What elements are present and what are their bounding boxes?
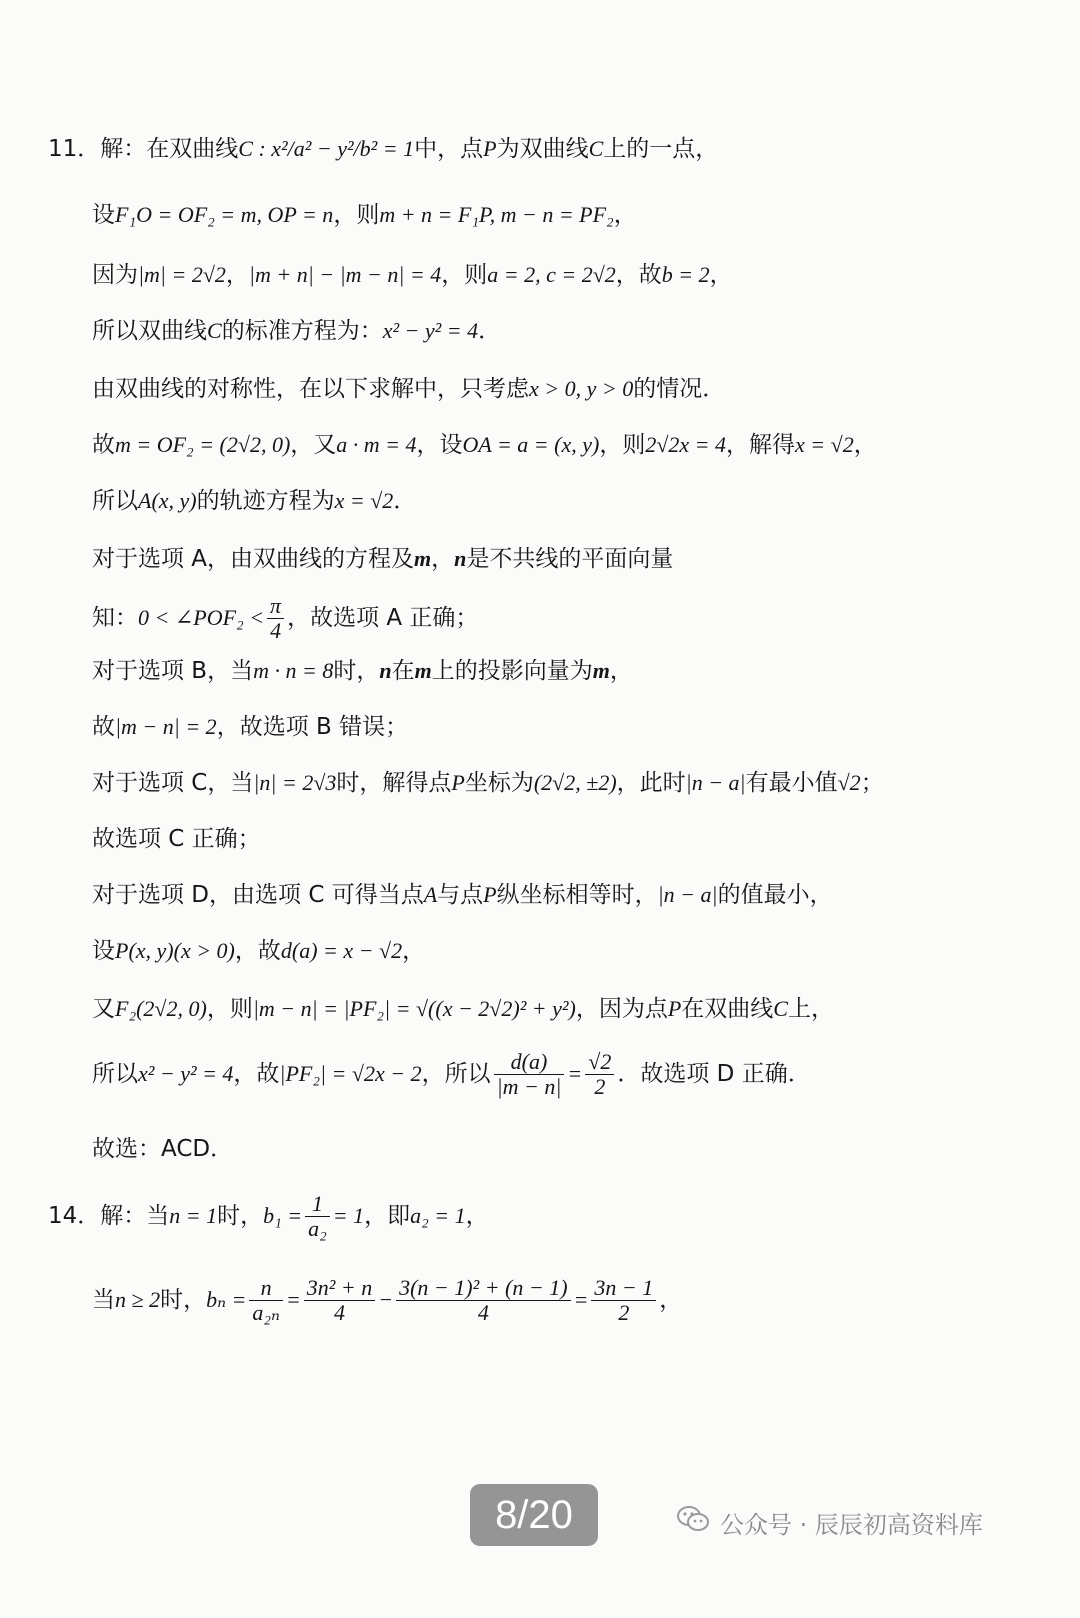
text: ，故 xyxy=(615,262,662,288)
text: ，故选项 A 正确； xyxy=(287,605,479,631)
solution-line-4 xyxy=(92,314,1050,348)
formula: P xyxy=(483,136,497,161)
formula: b = 2 xyxy=(661,262,710,287)
text: ， xyxy=(465,1203,489,1229)
formula: a₂ = 1 xyxy=(410,1203,466,1228)
text: 故选：ACD． xyxy=(92,1136,234,1162)
formula: n xyxy=(379,658,392,683)
formula: P xyxy=(451,770,465,795)
solution-line-16 xyxy=(92,992,1050,1026)
formula: (2√2, ±2) xyxy=(533,770,617,795)
text: 所以双曲线 xyxy=(92,318,207,344)
formula: C xyxy=(207,318,222,343)
watermark xyxy=(676,1500,983,1544)
numerator: 3(n − 1)² + (n − 1) xyxy=(396,1276,570,1301)
text: 故 xyxy=(92,714,115,740)
text: ，又 xyxy=(290,432,337,458)
text: 与点 xyxy=(437,882,484,908)
text: 上的投影向量为 xyxy=(431,658,593,684)
formula: x > 0, y > 0 xyxy=(529,376,634,401)
text: ，所以 xyxy=(421,1061,491,1087)
numerator: π xyxy=(267,594,284,619)
solution-line-13 xyxy=(92,822,1050,856)
solution-line-15 xyxy=(92,934,1050,968)
formula: |m + n| − |m − n| = 4 xyxy=(248,262,442,287)
text: 设 xyxy=(92,202,115,228)
text: 坐标为 xyxy=(464,770,534,796)
formula: |n − a| xyxy=(685,770,746,795)
solution-line-7 xyxy=(92,484,1050,518)
text: 对于选项 C，当 xyxy=(92,770,254,796)
formula: A xyxy=(423,882,438,907)
text: 时，解得点 xyxy=(336,770,452,796)
denominator: a₂ₙ xyxy=(252,1300,280,1325)
formula: m · n = 8 xyxy=(253,658,334,683)
text: 设 xyxy=(92,938,115,964)
text: 知： xyxy=(92,605,138,631)
formula: n ≥ 2 xyxy=(115,1287,161,1312)
text: 的轨迹方程为 xyxy=(196,488,335,514)
text: ， xyxy=(659,1287,683,1313)
solution-line-8 xyxy=(92,542,1050,576)
formula: P xyxy=(667,996,682,1021)
fraction xyxy=(305,1192,330,1241)
denominator: 4 xyxy=(477,1300,489,1325)
text: 当 xyxy=(92,1287,115,1313)
formula: A(x, y) xyxy=(138,488,197,513)
solution-line-6 xyxy=(92,428,1050,462)
problem-11-line-1 xyxy=(48,132,1050,166)
text: ，则 xyxy=(599,432,646,458)
text: ． xyxy=(393,488,417,514)
text: 故选项 C 正确； xyxy=(92,826,261,852)
denominator: 4 xyxy=(270,618,282,643)
formula: = xyxy=(567,1061,583,1086)
numerator: 3n² + n xyxy=(304,1276,375,1301)
formula: P xyxy=(483,882,497,907)
text: ； xyxy=(860,770,884,796)
formula: a · m = 4 xyxy=(336,432,417,457)
text: ，即 xyxy=(364,1203,411,1229)
formula-hyperbola: C : x²/a² − y²/b² = 1 xyxy=(238,136,415,161)
formula: d(a) = x − √2 xyxy=(280,938,403,963)
numerator: 1 xyxy=(305,1192,330,1217)
denominator: |m − n| xyxy=(496,1074,562,1099)
text: ，解得 xyxy=(726,432,796,458)
text: ，故 xyxy=(233,1061,280,1087)
formula: = xyxy=(285,1287,301,1312)
problem-14-line-2 xyxy=(92,1276,1050,1325)
text: ，故 xyxy=(234,938,281,964)
formula: = 1 xyxy=(332,1203,365,1228)
formula: m xyxy=(414,658,432,683)
text: 又 xyxy=(92,996,115,1022)
text: 中，点 xyxy=(414,136,484,162)
wechat-icon xyxy=(676,1504,710,1540)
solution-line-17 xyxy=(92,1050,1050,1099)
text: 因为 xyxy=(92,262,138,288)
numerator: 3n − 1 xyxy=(591,1276,656,1301)
text: ， xyxy=(431,546,455,572)
formula: |m − n| = 2 xyxy=(115,714,217,739)
text: ，则 xyxy=(206,996,253,1022)
fraction xyxy=(396,1276,570,1325)
text: 对于选项 A，由双曲线的方程及 xyxy=(92,546,415,572)
solution-line-3 xyxy=(92,258,1050,292)
text: ，此时 xyxy=(616,770,686,796)
formula: x = √2 xyxy=(795,432,854,457)
formula: m xyxy=(592,658,610,683)
text: ， xyxy=(225,262,249,288)
formula: x² − y² = 4 xyxy=(382,318,479,343)
denominator: a₂ xyxy=(308,1216,327,1241)
formula: m xyxy=(414,546,432,571)
formula: |n − a| xyxy=(657,882,718,907)
numerator: d(a) xyxy=(494,1050,565,1075)
text: ，设 xyxy=(416,432,463,458)
solution-line-5 xyxy=(92,372,1050,406)
denominator: 2 xyxy=(618,1300,630,1325)
formula: |m| = 2√2 xyxy=(138,262,226,287)
text: 对于选项 B，当 xyxy=(92,658,254,684)
text: 所以 xyxy=(92,1061,138,1087)
text: 上， xyxy=(787,996,834,1022)
formula: x = √2 xyxy=(334,488,394,513)
formula: |n| = 2√3 xyxy=(253,770,337,795)
formula: = xyxy=(573,1287,589,1312)
text: ，故选项 B 错误； xyxy=(216,714,409,740)
text: ，则 xyxy=(441,262,488,288)
text: 故 xyxy=(92,432,115,458)
formula: √2 xyxy=(837,770,861,795)
text: ， xyxy=(613,202,637,228)
text: 有最小值 xyxy=(745,770,838,796)
fraction xyxy=(267,594,284,643)
formula: bₙ = xyxy=(206,1287,247,1312)
problem-14-line-1 xyxy=(48,1192,1050,1241)
formula: a = 2, c = 2√2 xyxy=(487,262,616,287)
text: 时， xyxy=(217,1203,264,1229)
formula: 2√2x = 4 xyxy=(645,432,727,457)
text: ，则 xyxy=(333,202,380,228)
text: ，因为点 xyxy=(575,996,668,1022)
text: 的情况． xyxy=(633,376,726,402)
text: ， xyxy=(609,658,633,684)
text: 所以 xyxy=(92,488,138,514)
text: 在 xyxy=(391,658,415,684)
formula: 0 < ∠POF₂ < xyxy=(138,605,265,630)
formula: b₁ = xyxy=(263,1203,303,1228)
formula: n xyxy=(454,546,467,571)
solution-line-18 xyxy=(92,1132,1050,1166)
fraction xyxy=(304,1276,375,1325)
text: 时， xyxy=(160,1287,207,1313)
formula: F₂(2√2, 0) xyxy=(115,996,207,1021)
formula: |m − n| = |PF₂| = √((x − 2√2)² + y²) xyxy=(252,996,576,1021)
text: 的值最小， xyxy=(717,882,833,908)
watermark-text: 公众号 · 辰辰初高资料库 xyxy=(720,1510,983,1539)
numerator: n xyxy=(249,1276,283,1301)
fraction xyxy=(249,1276,283,1325)
text: 对于选项 D，由选项 C 可得当点 xyxy=(92,882,424,908)
formula: − xyxy=(378,1287,394,1312)
fraction xyxy=(591,1276,656,1325)
fraction xyxy=(585,1050,614,1099)
formula: F₁O = OF₂ = m, OP = n xyxy=(115,202,334,227)
text: 在双曲线 xyxy=(681,996,774,1022)
text: 是不共线的平面向量 xyxy=(466,546,674,572)
text: 为双曲线 xyxy=(496,136,589,162)
text: ， xyxy=(402,938,426,964)
formula: C xyxy=(588,136,604,161)
fraction xyxy=(494,1050,565,1099)
denominator: 4 xyxy=(334,1300,345,1325)
formula: x² − y² = 4 xyxy=(138,1061,234,1086)
text: 上的一点， xyxy=(603,136,719,162)
text: ．故选项 D 正确． xyxy=(617,1061,811,1087)
text: 时， xyxy=(333,658,380,684)
formula: OA = a = (x, y) xyxy=(462,432,600,457)
solution-line-9 xyxy=(92,594,1050,643)
solution-line-2 xyxy=(92,198,1050,232)
solution-line-10 xyxy=(92,654,1050,688)
text: ． xyxy=(478,318,502,344)
text: 14．解：当 xyxy=(48,1203,170,1229)
solution-line-12 xyxy=(92,766,1050,800)
page-indicator: 8/20 xyxy=(470,1484,598,1546)
formula: C xyxy=(773,996,788,1021)
formula: P(x, y)(x > 0) xyxy=(115,938,235,963)
formula: m = OF₂ = (2√2, 0) xyxy=(115,432,291,457)
formula: m + n = F₁P, m − n = PF₂ xyxy=(379,202,614,227)
text: 的标准方程为： xyxy=(221,318,383,344)
denominator: 2 xyxy=(594,1074,606,1099)
text: ， xyxy=(709,262,733,288)
text: 由双曲线的对称性，在以下求解中，只考虑 xyxy=(92,376,529,402)
formula: |PF₂| = √2x − 2 xyxy=(279,1061,422,1086)
solution-line-11 xyxy=(92,710,1050,744)
formula: n = 1 xyxy=(169,1203,218,1228)
solution-line-14 xyxy=(92,878,1050,912)
text: 11．解：在双曲线 xyxy=(48,136,239,162)
text: 纵坐标相等时， xyxy=(496,882,658,908)
text: ， xyxy=(853,432,877,458)
numerator: √2 xyxy=(585,1050,614,1075)
